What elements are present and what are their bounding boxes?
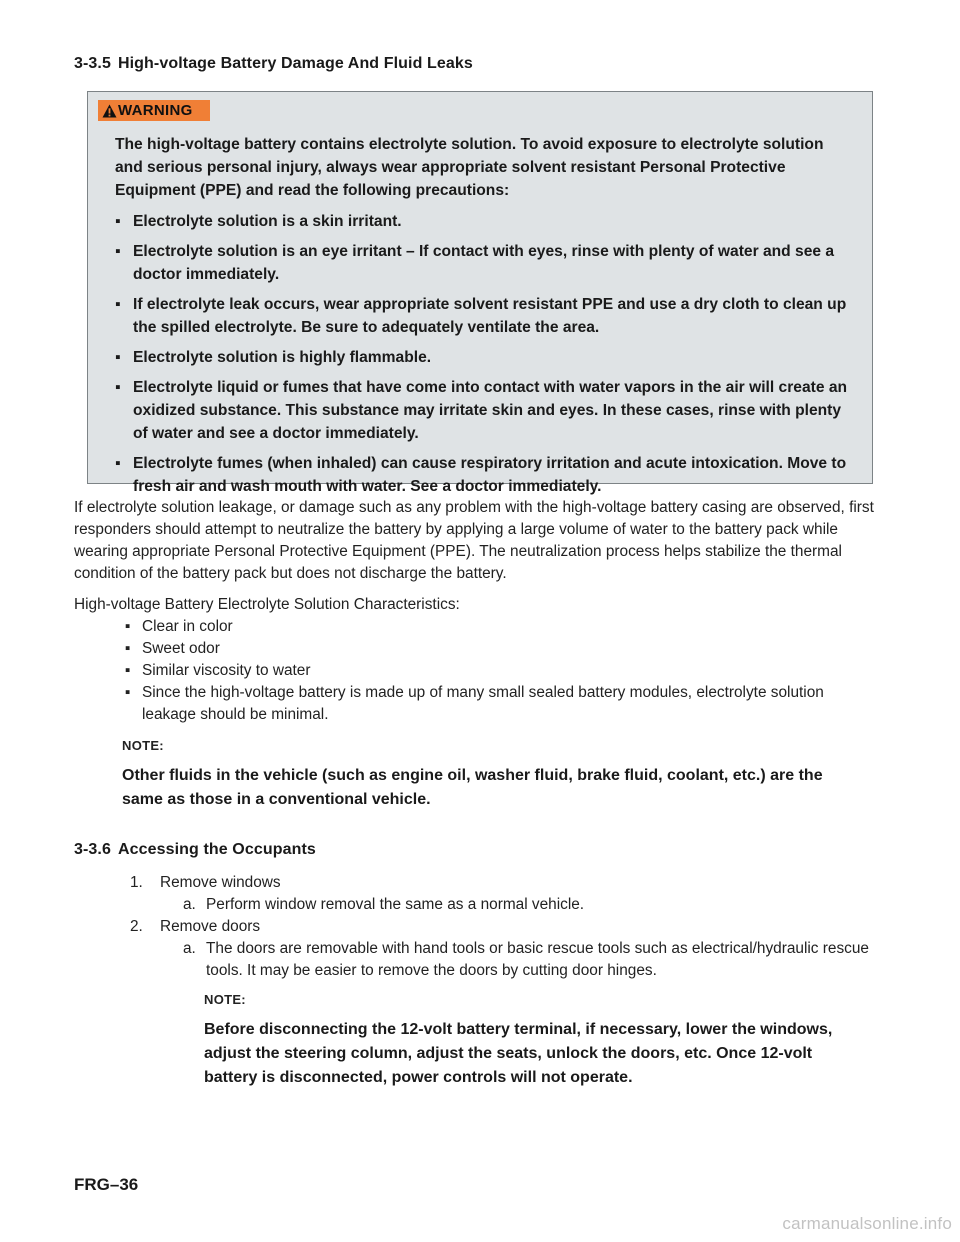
step-index: 2. [130,918,143,935]
characteristic-item: ▪ Similar viscosity to water [125,660,880,682]
warning-content [115,133,855,505]
warning-item: ▪ Electrolyte solution is an eye irritant – If contact with eyes, rinse with plenty of water and see a doctor immediately. [115,240,855,286]
section-title: Accessing the Occupants [117,841,316,858]
note-label: NOTE: [204,992,246,1007]
step-remove-windows [130,872,281,894]
warning-item: ▪ Electrolyte solution is highly flammable. [115,346,855,369]
bullet-icon: ▪ [125,662,131,679]
substep-door-removal [183,938,883,982]
warning-label: WARNING [118,102,193,119]
warning-intro: The high-voltage battery contains electrolyte solution. To avoid exposure to electrolyte solution and serious personal injury, always wear appropriate solvent resistant Personal Protective Equipment (PPE) and read the following precautions: [115,136,824,199]
bullet-icon: ▪ [115,296,121,313]
bullet-icon: ▪ [115,349,121,366]
section-number: 3-3.5 [74,55,111,72]
characteristics-list [125,616,880,726]
section-title: High-voltage Battery Damage And Fluid Leaks [117,55,473,72]
substep-index: a. [183,896,196,913]
warning-box [87,91,873,495]
bullet-icon: ▪ [125,618,131,635]
warning-triangle-icon [102,104,117,118]
section-heading-3-3-5 [74,55,473,73]
bullet-icon: ▪ [125,684,131,701]
watermark: carmanualsonline.info [782,1214,952,1233]
characteristic-item: ▪ Clear in color [125,616,880,638]
warning-item: ▪ Electrolyte fumes (when inhaled) can cause respiratory irritation and acute intoxication. Move to fresh air and wash mouth with water. See a doctor immediately. [115,452,855,498]
characteristics-heading: High-voltage Battery Electrolyte Solution Characteristics: [74,596,460,613]
step-index: 1. [130,874,143,891]
substep-text: Perform window removal the same as a normal vehicle. [206,896,585,913]
characteristic-item: ▪ Sweet odor [125,638,880,660]
substep-text: The doors are removable with hand tools or basic rescue tools such as electrical/hydraulic rescue tools. It may be easier to remove the doors by cutting door hinges. [206,940,869,979]
warning-item: ▪ If electrolyte leak occurs, wear appropriate solvent resistant PPE and use a dry cloth to clean up the spilled electrolyte. Be sure to adequately ventilate the area. [115,293,855,339]
characteristics-block [125,616,880,726]
leak-paragraph: If electrolyte solution leakage, or damage such as any problem with the high-voltage battery casing are observed, first responders should attempt to neutralize the battery by applying a large volume of water to the battery pack while wearing appropriate Personal Protective Equipment (PPE). The neutralization process helps stabilize the thermal condition of the battery pack but does not discharge the battery. [74,499,874,582]
step-title: Remove windows [160,874,281,891]
note-text: Other fluids in the vehicle (such as engine oil, washer fluid, brake fluid, coolant, etc.) are the same as those in a conventional vehicle. [122,767,823,808]
step-title: Remove doors [160,918,261,935]
step-remove-doors [130,916,260,938]
bullet-icon: ▪ [115,379,121,396]
substep-window-removal [183,894,883,916]
bullet-icon: ▪ [115,213,121,230]
page-footer-id: FRG–36 [74,1175,139,1194]
warning-list [115,210,855,498]
section-number: 3-3.6 [74,841,111,858]
bullet-icon: ▪ [115,243,121,260]
bullet-icon: ▪ [125,640,131,657]
section-heading-3-3-6 [74,841,316,859]
warning-item: ▪ Electrolyte solution is a skin irritant. [115,210,855,233]
note-text: Before disconnecting the 12-volt battery terminal, if necessary, lower the windows, adjust the steering column, adjust the seats, unlock the doors, etc. Once 12-volt battery is disconnected, power controls will not operate. [204,1021,833,1086]
warning-item: ▪ Electrolyte liquid or fumes that have come into contact with water vapors in the air will create an oxidized substance. This substance may irritate skin and eyes. In these cases, rinse with plenty of water and see a doctor immediately. [115,376,855,445]
note-label: NOTE: [122,738,164,753]
bullet-icon: ▪ [115,455,121,472]
warning-badge [98,100,210,121]
characteristic-item: ▪ Since the high-voltage battery is made up of many small sealed battery modules, electrolyte solution leakage should be minimal. [125,684,824,723]
substep-index: a. [183,940,196,957]
